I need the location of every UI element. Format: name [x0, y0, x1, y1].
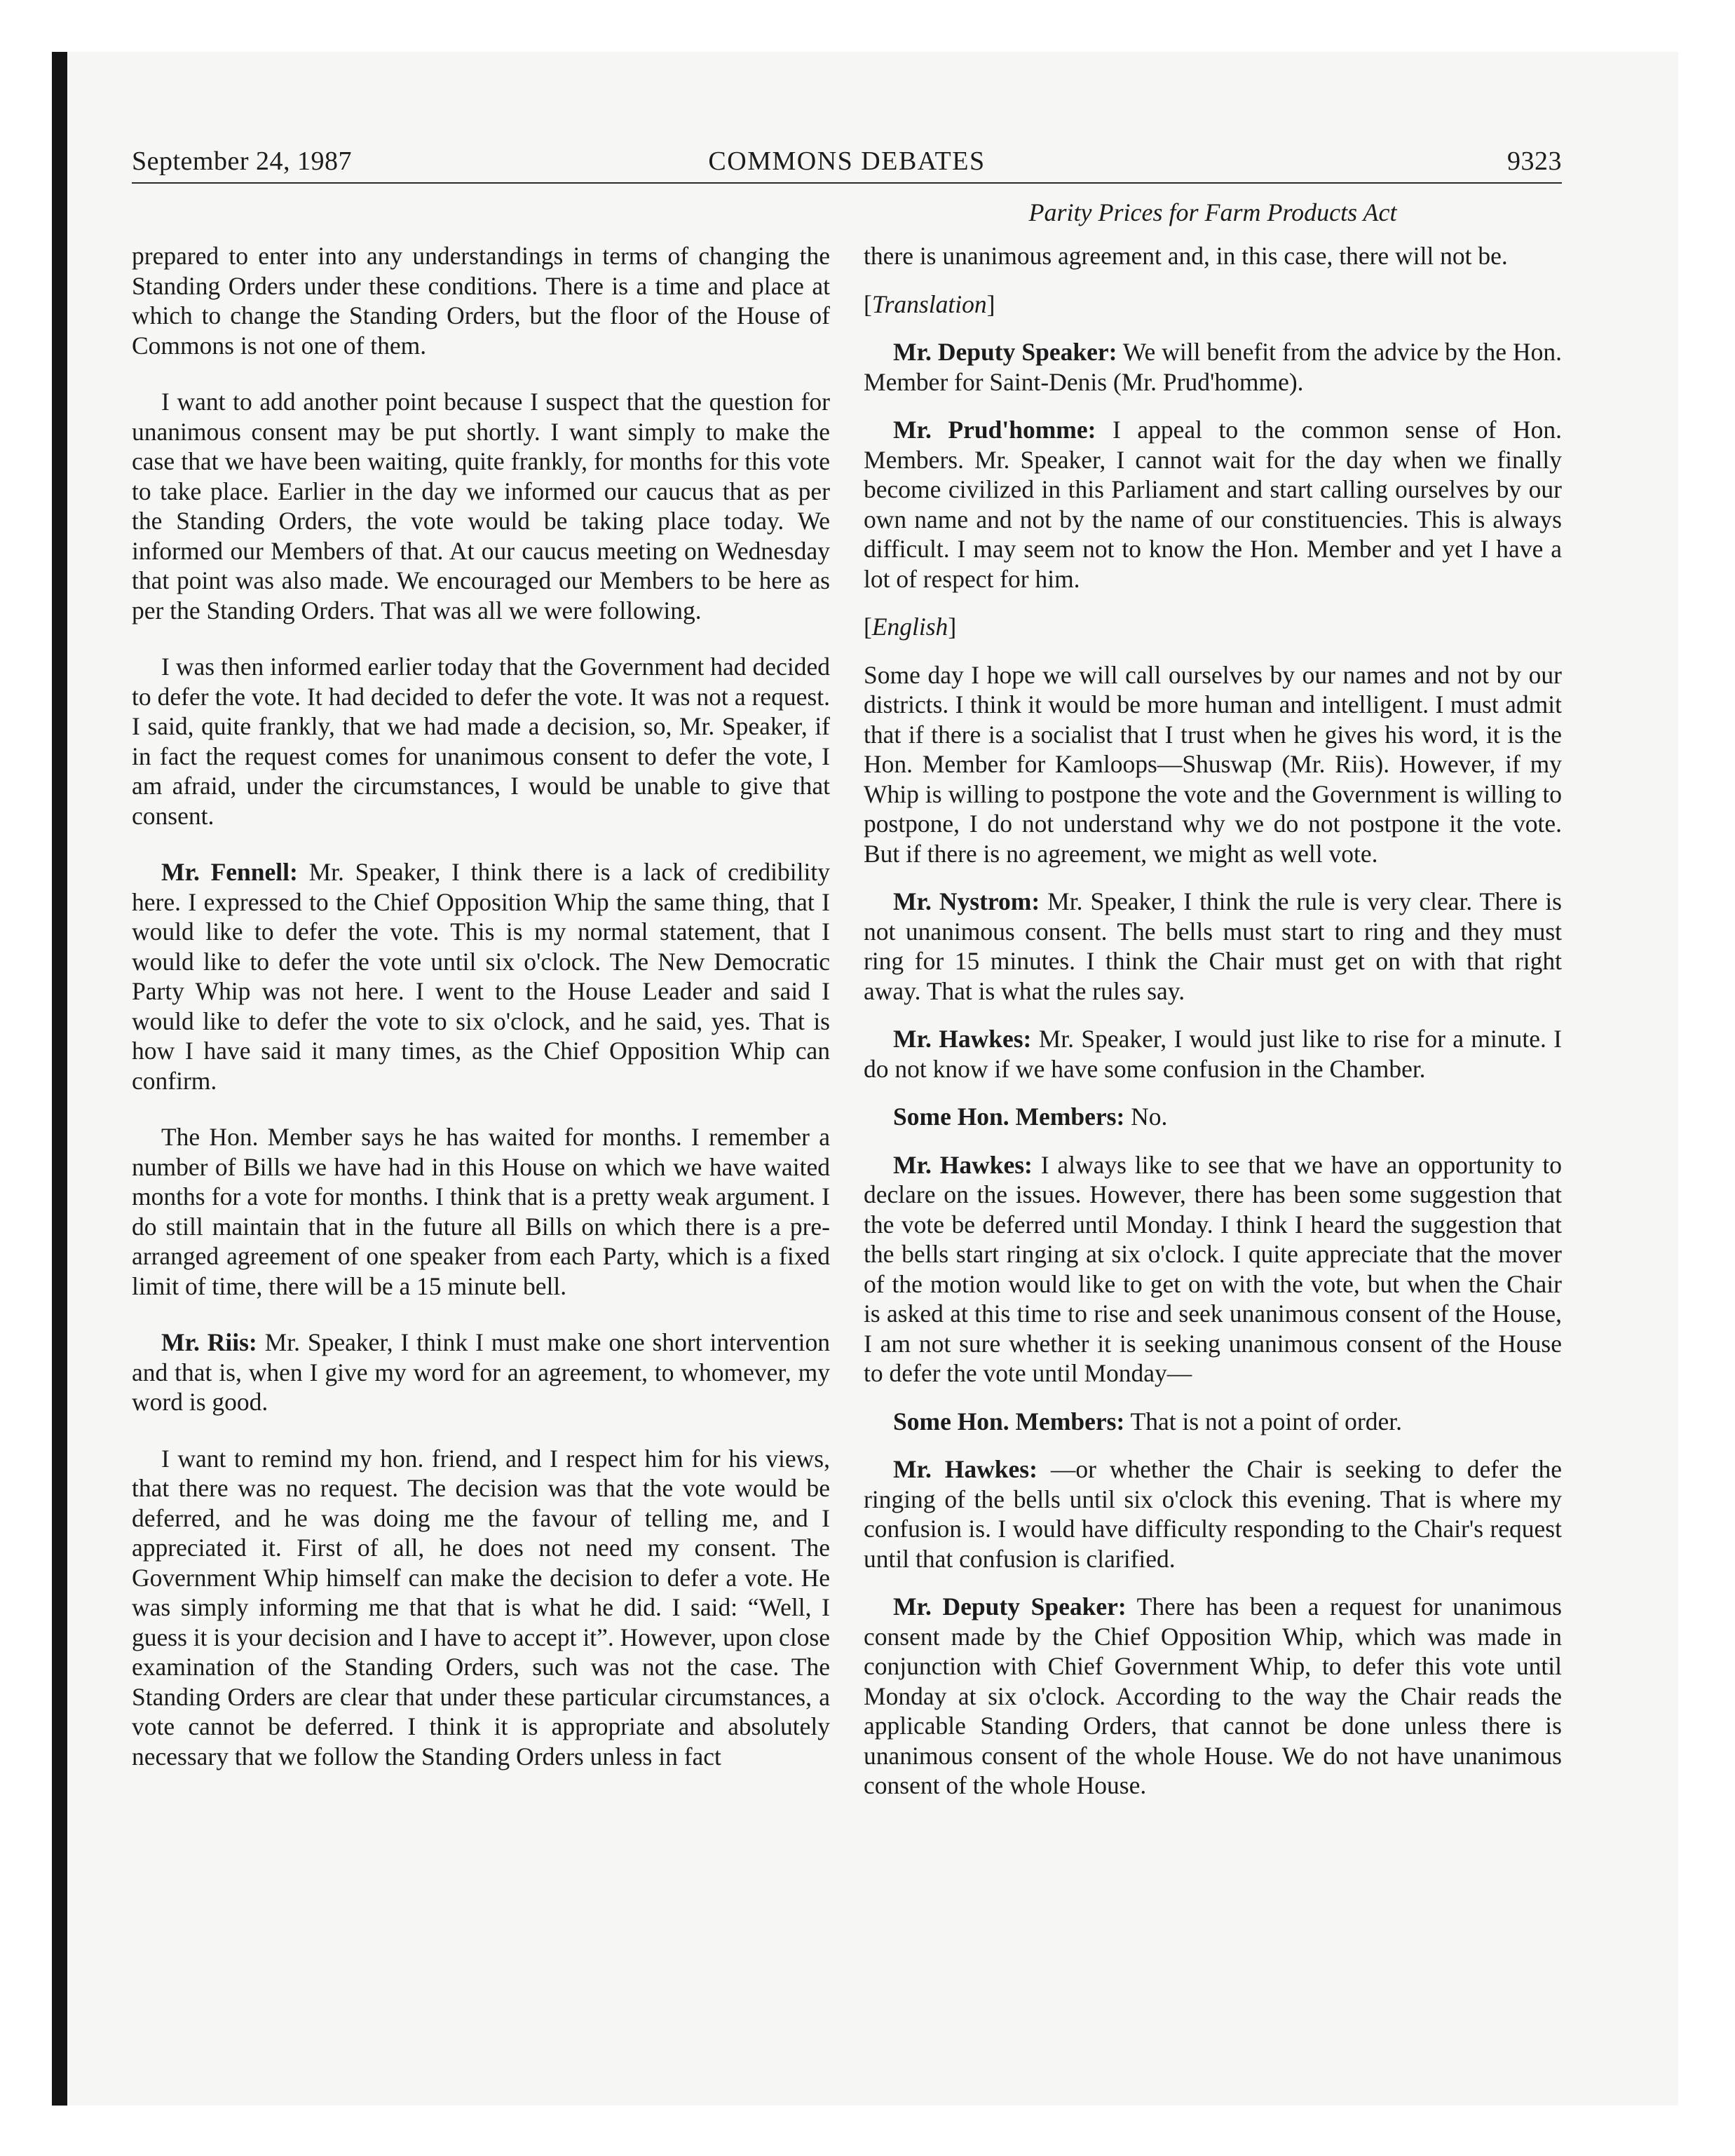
- language-name: Translation: [871, 289, 987, 318]
- speech-text: Mr. Speaker, I would just like to rise for a minute. I do not know if we have some confusion in the Chamber.: [864, 1025, 1562, 1083]
- speaker-name: Some Hon. Members:: [893, 1103, 1125, 1131]
- paragraph: I want to remind my hon. friend, and I respect him for his views, that there was no request. The decision was that the vote would be deferred, and he was doing me the favour of telling me, and I appreciated it. First of all, he does not need my consent. The Government Whip himself can make the decision to defer a vote. He was simply informing me that that is what he did. I said: “Well, I guess it is your decision and I have to accept it”. However, upon close examination of the Standing Orders, such was not the case. The Standing Orders are clear that under these particular circumstances, a vote cannot be deferred. I think it is appropriate and absolutely necessary that we follow the Standing Orders unless in fact: [132, 1444, 830, 1770]
- speech-text: We will benefit from the advice by the Hon. Member for Saint-Denis (Mr. Prud'homme).: [864, 338, 1562, 396]
- header-title: COMMONS DEBATES: [708, 146, 986, 176]
- paragraph: there is unanimous agreement and, in this case, there will not be.: [864, 242, 1508, 270]
- speaker-name: Mr. Hawkes:: [893, 1455, 1037, 1483]
- speech-paragraph: [864, 1407, 1562, 1437]
- speech-text: —or whether the Chair is seeking to defer the ringing of the bells until six o'clock this evening. That is where my confusion is. I would have difficulty responding to the Chair's request until that confusion is clarified.: [864, 1455, 1562, 1573]
- speech-text: Mr. Speaker, I think there is a lack of credibility here. I expressed to the Chief Opposition Whip the same thing, that I would like to defer the vote. This is my normal statement, that I would like to defer the vote until six o'clock. The New Democratic Party Whip was not here. I went to the House Leader and said I would like to defer the vote to six o'clock, and he said, yes. That is how I have said it many times, as the Chief Opposition Whip can confirm.: [132, 858, 830, 1095]
- speaker-name: Mr. Riis:: [161, 1328, 257, 1356]
- speaker-name: Mr. Hawkes:: [893, 1025, 1032, 1053]
- bracket: ]: [948, 613, 957, 641]
- right-column: [864, 241, 1562, 1819]
- speech-paragraph: [864, 887, 1562, 1006]
- speech-paragraph: [864, 1024, 1562, 1084]
- speech-paragraph: [864, 415, 1562, 594]
- speech-paragraph: [864, 1592, 1562, 1801]
- speaker-name: Mr. Nystrom:: [893, 887, 1040, 915]
- page-number: 9323: [1507, 146, 1562, 176]
- paragraph: The Hon. Member says he has waited for months. I remember a number of Bills we have had in this House on which we have waited months for a vote for months. I think that is a pretty weak argument. I do still maintain that in the future all Bills on which there is a pre-arranged agreement of one speaker from each Party, which is a fixed limit of time, there will be a 15 minute bell.: [132, 1123, 830, 1300]
- speaker-name: Mr. Fennell:: [161, 858, 298, 886]
- running-title: Parity Prices for Farm Products Act: [1028, 198, 1397, 226]
- speech-paragraph: [132, 1328, 830, 1417]
- bracket: ]: [986, 289, 995, 318]
- speech-text: No.: [1124, 1103, 1168, 1131]
- language-name: English: [871, 613, 948, 641]
- language-marker: [864, 612, 1562, 642]
- speaker-name: Mr. Deputy Speaker:: [893, 338, 1117, 366]
- speech-paragraph: [864, 1454, 1562, 1574]
- speech-paragraph: [864, 1150, 1562, 1389]
- speaker-name: Mr. Deputy Speaker:: [893, 1592, 1127, 1621]
- speech-paragraph: [132, 857, 830, 1096]
- paragraph: I was then informed earlier today that the Government had decided to defer the vote. It had decided to defer the vote. It was not a request. I said, quite frankly, that we had made a decision, so, Mr. Speaker, if in fact the request comes for unanimous consent to defer the vote, I am afraid, under the circumstances, I would be unable to give that consent.: [132, 653, 830, 830]
- speech-text: Mr. Speaker, I think I must make one short intervention and that is, when I give my word for an agreement, to whomever, my word is good.: [132, 1328, 830, 1416]
- page-header: [132, 144, 1562, 184]
- language-marker: [864, 289, 1562, 320]
- speech-paragraph: [864, 337, 1562, 397]
- speaker-name: Some Hon. Members:: [893, 1407, 1125, 1435]
- paragraph: prepared to enter into any understandings in terms of changing the Standing Orders under these conditions. There is a time and place at which to change the Standing Orders, but the floor of the House of Commons is not one of them.: [132, 242, 830, 360]
- bracket: [: [864, 289, 872, 318]
- speech-text: There has been a request for unanimous consent made by the Chief Opposition Whip, which was made in conjunction with Chief Government Whip, to defer this vote until Monday at six o'clock. According to the way the Chair reads the applicable Standing Orders, that cannot be done unless there is unanimous consent of the whole House. We do not have unanimous consent of the whole House.: [864, 1592, 1562, 1799]
- speech-text: I appeal to the common sense of Hon. Members. Mr. Speaker, I cannot wait for the day when we finally become civilized in this Parliament and start calling ourselves by our own name and not by the name of our constituencies. This is always difficult. I may seem not to know the Hon. Member and yet I have a lot of respect for him.: [864, 416, 1562, 593]
- speech-text: I always like to see that we have an opportunity to declare on the issues. However, there has been some suggestion that the vote be deferred until Monday. I think I heard the suggestion that the bells start ringing at six o'clock. I quite appreciate that the mover of the motion would like to get on with the vote, but when the Chair is asked at this time to rise and seek unanimous consent of the House, I am not sure whether it is seeking unanimous consent of the House to defer the vote until Monday—: [864, 1150, 1562, 1387]
- header-date: September 24, 1987: [132, 146, 353, 176]
- speaker-name: Mr. Prud'homme:: [893, 416, 1096, 444]
- bracket: [: [864, 613, 872, 641]
- left-column: [132, 241, 830, 1798]
- paragraph: Some day I hope we will call ourselves by our names and not by our districts. I think it would be more human and intelligent. I must admit that if there is a socialist that I trust when he gives his word, it is the Hon. Member for Kamloops—Shuswap (Mr. Riis). However, if my Whip is willing to postpone the vote and the Government is willing to postpone, I do not understand why we do not postpone it the vote. But if there is no agreement, we might as well vote.: [864, 660, 1562, 868]
- speech-text: That is not a point of order.: [1124, 1407, 1402, 1435]
- paragraph: I want to add another point because I suspect that the question for unanimous consent may be put shortly. I want simply to make the case that we have been waiting, quite frankly, for months for this vote to take place. Earlier in the day we informed our caucus that as per the Standing Orders, the vote would be taking place today. We informed our Members of that. At our caucus meeting on Wednesday that point was also made. We encouraged our Members to be here as per the Standing Orders. That was all we were following.: [132, 388, 830, 625]
- speaker-name: Mr. Hawkes:: [893, 1150, 1033, 1179]
- speech-text: Mr. Speaker, I think the rule is very clear. There is not unanimous consent. The bells must start to ring and they must ring for 15 minutes. I think the Chair must get on with that right away. That is what the rules say.: [864, 887, 1562, 1005]
- speech-paragraph: [864, 1102, 1562, 1132]
